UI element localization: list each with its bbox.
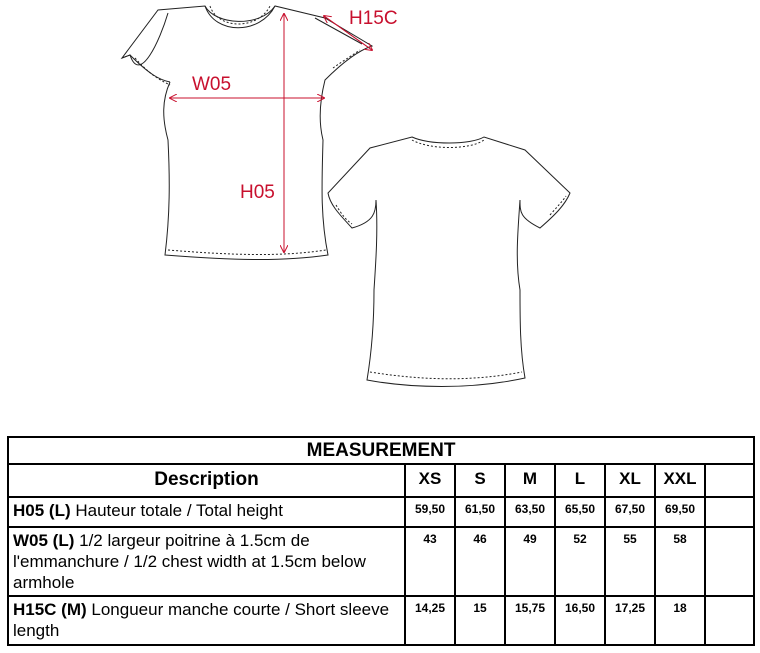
table-row (8, 497, 754, 527)
table-cell: 67,50 (605, 497, 655, 527)
row-text: 1/2 largeur poitrine à 1.5cm de l'emmanchure / 1/2 chest width at 1.5cm below armhole (13, 530, 366, 592)
row-code: H15C (M) (13, 600, 87, 620)
table-row (8, 596, 754, 645)
sleeve-dimension-label: H15C (349, 8, 398, 29)
table-cell: 17,25 (605, 596, 655, 645)
table-cell: 65,50 (555, 497, 605, 527)
table-cell: 43 (405, 527, 455, 597)
description-header: Description (8, 464, 405, 496)
table-cell: 49 (505, 527, 555, 597)
empty-cell (705, 527, 754, 597)
table-cell: 58 (655, 527, 705, 597)
size-header: S (455, 464, 505, 496)
height-dimension-label: H05 (240, 182, 275, 203)
table-cell: 55 (605, 527, 655, 597)
table-cell: 69,50 (655, 497, 705, 527)
table-row (8, 527, 754, 597)
row-description (8, 596, 405, 645)
tshirt-back-view (328, 137, 570, 387)
table-header-row (8, 464, 754, 496)
size-header: XS (405, 464, 455, 496)
measurement-table (7, 436, 755, 646)
size-header: M (505, 464, 555, 496)
tshirt-front-view (122, 6, 372, 260)
table-cell: 46 (455, 527, 505, 597)
table-cell: 52 (555, 527, 605, 597)
size-header: L (555, 464, 605, 496)
size-header: XXL (655, 464, 705, 496)
table-cell: 18 (655, 596, 705, 645)
table-cell: 59,50 (405, 497, 455, 527)
row-description (8, 527, 405, 597)
row-code: H05 (L) (13, 500, 71, 520)
table-title: MEASUREMENT (8, 437, 754, 464)
empty-cell (705, 497, 754, 527)
empty-cell (705, 596, 754, 645)
width-dimension-label: W05 (192, 74, 232, 95)
table-cell: 63,50 (505, 497, 555, 527)
table-cell: 15,75 (505, 596, 555, 645)
size-header: XL (605, 464, 655, 496)
table-cell: 14,25 (405, 596, 455, 645)
table-cell: 16,50 (555, 596, 605, 645)
row-text: Hauteur totale / Total height (70, 500, 283, 520)
table-cell: 15 (455, 596, 505, 645)
table-cell: 61,50 (455, 497, 505, 527)
empty-header-cell (705, 464, 754, 496)
row-description (8, 497, 405, 527)
row-text: Longueur manche courte / Short sleeve length (13, 600, 390, 641)
row-code: W05 (L) (13, 530, 75, 550)
